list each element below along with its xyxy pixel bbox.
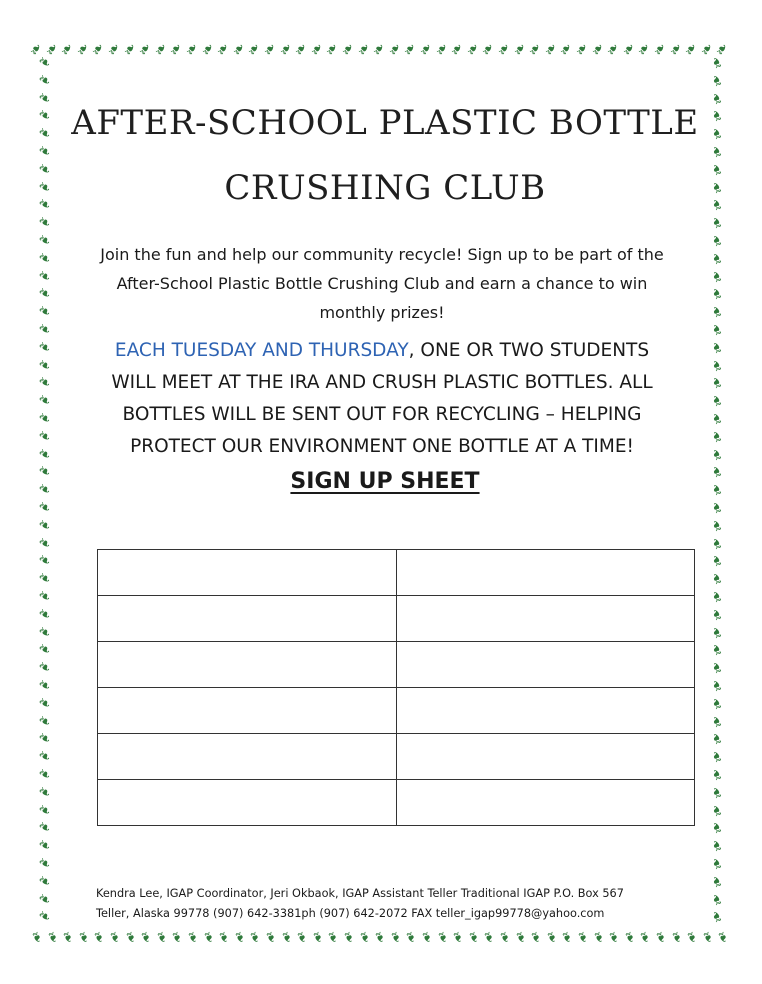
vine-leaf-icon: ❧ bbox=[336, 39, 359, 60]
vine-leaf-icon: ❧ bbox=[571, 927, 594, 948]
vine-leaf-icon: ❧ bbox=[34, 122, 55, 145]
vine-leaf-icon: ❧ bbox=[25, 927, 48, 948]
vine-leaf-icon: ❧ bbox=[705, 177, 728, 198]
vine-leaf-icon: ❧ bbox=[337, 927, 360, 948]
vine-leaf-icon: ❧ bbox=[24, 39, 47, 60]
vine-leaf-icon: ❧ bbox=[34, 104, 55, 127]
vine-leaf-icon: ❧ bbox=[87, 39, 110, 60]
vine-leaf-icon: ❧ bbox=[705, 479, 728, 500]
announcement-paragraph bbox=[92, 335, 672, 463]
vine-leaf-icon: ❧ bbox=[227, 39, 250, 60]
vine-leaf-icon: ❧ bbox=[244, 927, 267, 948]
vine-leaf-icon: ❧ bbox=[34, 282, 55, 305]
vine-leaf-icon: ❧ bbox=[34, 246, 55, 269]
vine-leaf-icon: ❧ bbox=[524, 927, 547, 948]
vine-leaf-icon: ❧ bbox=[587, 927, 610, 948]
vine-leaf-icon: ❧ bbox=[695, 39, 718, 60]
vine-leaf-icon: ❧ bbox=[633, 39, 656, 60]
vine-leaf-icon: ❧ bbox=[34, 318, 55, 341]
vine-leaf-icon: ❧ bbox=[88, 927, 111, 948]
signup-cell-right[interactable] bbox=[396, 642, 695, 688]
signup-cell-right[interactable] bbox=[396, 596, 695, 642]
vine-leaf-icon: ❧ bbox=[705, 462, 728, 483]
vine-leaf-icon: ❧ bbox=[446, 39, 468, 60]
vine-leaf-icon: ❧ bbox=[705, 782, 728, 803]
vine-leaf-icon: ❧ bbox=[56, 39, 78, 60]
vine-leaf-icon: ❧ bbox=[705, 551, 728, 572]
vine-leaf-icon: ❧ bbox=[34, 300, 55, 323]
vine-leaf-icon: ❧ bbox=[570, 39, 593, 60]
vine-leaf-icon: ❧ bbox=[705, 195, 728, 216]
vine-leaf-icon: ❧ bbox=[705, 426, 728, 447]
signup-row bbox=[98, 734, 695, 780]
vine-leaf-icon: ❧ bbox=[34, 798, 55, 821]
signup-row bbox=[98, 550, 695, 596]
vine-leaf-icon: ❧ bbox=[71, 39, 94, 60]
vine-leaf-icon: ❧ bbox=[705, 266, 728, 287]
vine-leaf-icon: ❧ bbox=[705, 586, 728, 607]
vine-leaf-icon: ❧ bbox=[705, 907, 728, 928]
vine-leaf-icon: ❧ bbox=[34, 834, 55, 857]
vine-leaf-icon: ❧ bbox=[149, 39, 172, 60]
vine-leaf-icon: ❧ bbox=[275, 927, 298, 948]
vine-leaf-icon: ❧ bbox=[34, 460, 55, 483]
vine-leaf-icon: ❧ bbox=[705, 515, 728, 536]
vine-leaf-icon: ❧ bbox=[664, 39, 687, 60]
vine-leaf-icon: ❧ bbox=[34, 264, 55, 287]
vine-leaf-icon: ❧ bbox=[352, 39, 375, 60]
vine-leaf-icon: ❧ bbox=[102, 39, 125, 60]
vine-leaf-icon: ❧ bbox=[618, 927, 641, 948]
vine-leaf-icon: ❧ bbox=[478, 927, 501, 948]
signup-cell-left[interactable] bbox=[98, 688, 397, 734]
vine-leaf-icon: ❧ bbox=[72, 927, 95, 948]
vine-leaf-icon: ❧ bbox=[696, 927, 719, 948]
vine-leaf-icon: ❧ bbox=[539, 39, 562, 60]
vine-leaf-icon: ❧ bbox=[508, 39, 531, 60]
vine-leaf-icon: ❧ bbox=[705, 355, 728, 376]
vine-leaf-icon: ❧ bbox=[617, 39, 640, 60]
vine-leaf-icon: ❧ bbox=[414, 39, 437, 60]
vine-leaf-icon: ❧ bbox=[34, 585, 55, 608]
vine-leaf-icon: ❧ bbox=[705, 711, 728, 732]
vine-leaf-icon: ❧ bbox=[602, 927, 625, 948]
vine-leaf-icon: ❧ bbox=[34, 193, 55, 216]
vine-leaf-icon: ❧ bbox=[119, 927, 142, 948]
vine-leaf-icon: ❧ bbox=[665, 927, 688, 948]
vine-leaf-icon: ❧ bbox=[34, 763, 55, 786]
vine-leaf-icon: ❧ bbox=[524, 39, 546, 60]
signup-cell-right[interactable] bbox=[396, 734, 695, 780]
vine-leaf-icon: ❧ bbox=[705, 248, 728, 269]
vine-leaf-icon: ❧ bbox=[705, 800, 728, 821]
vine-leaf-icon: ❧ bbox=[705, 657, 728, 678]
vine-leaf-icon: ❧ bbox=[34, 887, 55, 910]
vine-leaf-icon: ❧ bbox=[705, 729, 728, 750]
vine-leaf-icon: ❧ bbox=[306, 927, 329, 948]
signup-cell-left[interactable] bbox=[98, 780, 397, 826]
vine-leaf-icon: ❧ bbox=[705, 52, 728, 73]
vine-leaf-icon: ❧ bbox=[400, 927, 423, 948]
announcement-highlight: EACH TUESDAY AND THURSDAY bbox=[114, 340, 409, 361]
vine-leaf-icon: ❧ bbox=[705, 853, 728, 874]
vine-leaf-icon: ❧ bbox=[431, 927, 454, 948]
vine-leaf-icon: ❧ bbox=[705, 106, 728, 127]
vine-leaf-icon: ❧ bbox=[181, 927, 204, 948]
vine-leaf-icon: ❧ bbox=[34, 229, 55, 252]
vine-leaf-icon: ❧ bbox=[705, 70, 728, 91]
vine-leaf-icon: ❧ bbox=[34, 674, 55, 697]
vine-leaf-icon: ❧ bbox=[196, 39, 219, 60]
vine-leaf-icon: ❧ bbox=[353, 927, 376, 948]
signup-heading-text: SIGN UP SHEET bbox=[290, 469, 480, 494]
vine-leaf-icon: ❧ bbox=[34, 211, 55, 234]
vine-border-right bbox=[705, 52, 730, 935]
vine-leaf-icon: ❧ bbox=[705, 319, 728, 340]
vine-leaf-icon: ❧ bbox=[321, 39, 344, 60]
vine-leaf-icon: ❧ bbox=[705, 373, 728, 394]
vine-leaf-icon: ❧ bbox=[446, 927, 469, 948]
vine-leaf-icon: ❧ bbox=[34, 442, 55, 465]
vine-leaf-icon: ❧ bbox=[368, 39, 390, 60]
vine-leaf-icon: ❧ bbox=[540, 927, 563, 948]
vine-leaf-icon: ❧ bbox=[34, 780, 55, 803]
vine-leaf-icon: ❧ bbox=[34, 478, 55, 501]
vine-leaf-icon: ❧ bbox=[384, 927, 407, 948]
vine-leaf-icon: ❧ bbox=[34, 620, 55, 643]
vine-leaf-icon: ❧ bbox=[150, 927, 173, 948]
vine-leaf-icon: ❧ bbox=[34, 691, 55, 714]
vine-leaf-icon: ❧ bbox=[649, 927, 672, 948]
vine-leaf-icon: ❧ bbox=[705, 444, 728, 465]
contact-footer bbox=[96, 884, 696, 924]
vine-leaf-icon: ❧ bbox=[705, 604, 728, 625]
vine-leaf-icon: ❧ bbox=[705, 533, 728, 554]
footer-line-2: Teller, Alaska 99778 (907) 642-3381ph (907) 642-2072 FAX teller_igap99778@yahoo.com bbox=[96, 907, 605, 920]
vine-leaf-icon: ❧ bbox=[705, 497, 728, 518]
vine-leaf-icon: ❧ bbox=[41, 927, 64, 948]
vine-leaf-icon: ❧ bbox=[34, 140, 55, 163]
vine-leaf-icon: ❧ bbox=[705, 693, 728, 714]
vine-leaf-icon: ❧ bbox=[34, 816, 55, 839]
vine-leaf-icon: ❧ bbox=[705, 835, 728, 856]
vine-leaf-icon: ❧ bbox=[259, 927, 282, 948]
vine-leaf-icon: ❧ bbox=[705, 871, 728, 892]
vine-leaf-icon: ❧ bbox=[368, 927, 391, 948]
signup-cell-left[interactable] bbox=[98, 642, 397, 688]
vine-leaf-icon: ❧ bbox=[228, 927, 251, 948]
vine-leaf-icon: ❧ bbox=[290, 927, 313, 948]
signup-heading bbox=[200, 469, 570, 494]
vine-leaf-icon: ❧ bbox=[34, 905, 55, 928]
signup-cell-left[interactable] bbox=[98, 596, 397, 642]
vine-leaf-icon: ❧ bbox=[34, 335, 55, 358]
vine-leaf-icon: ❧ bbox=[305, 39, 328, 60]
vine-leaf-icon: ❧ bbox=[705, 764, 728, 785]
vine-leaf-icon: ❧ bbox=[705, 746, 728, 767]
vine-leaf-icon: ❧ bbox=[34, 496, 55, 519]
vine-leaf-icon: ❧ bbox=[34, 852, 55, 875]
vine-leaf-icon: ❧ bbox=[34, 602, 55, 625]
vine-leaf-icon: ❧ bbox=[212, 927, 235, 948]
vine-border-left bbox=[34, 51, 57, 935]
vine-leaf-icon: ❧ bbox=[705, 301, 728, 322]
signup-cell-right[interactable] bbox=[396, 688, 695, 734]
vine-leaf-icon: ❧ bbox=[712, 927, 735, 948]
vine-leaf-icon: ❧ bbox=[705, 675, 728, 696]
vine-leaf-icon: ❧ bbox=[493, 927, 516, 948]
vine-leaf-icon: ❧ bbox=[34, 513, 55, 536]
vine-leaf-icon: ❧ bbox=[134, 927, 157, 948]
vine-leaf-icon: ❧ bbox=[34, 353, 55, 376]
signup-cell-right[interactable] bbox=[396, 780, 695, 826]
page-title-line-2: CRUSHING CLUB bbox=[224, 168, 546, 208]
vine-leaf-icon: ❧ bbox=[430, 39, 453, 60]
vine-leaf-icon: ❧ bbox=[648, 39, 671, 60]
vine-leaf-icon: ❧ bbox=[34, 567, 55, 590]
vine-leaf-icon: ❧ bbox=[197, 927, 220, 948]
vine-leaf-icon: ❧ bbox=[705, 622, 728, 643]
vine-leaf-icon: ❧ bbox=[166, 927, 189, 948]
vine-leaf-icon: ❧ bbox=[705, 818, 728, 839]
vine-leaf-icon: ❧ bbox=[180, 39, 203, 60]
vine-leaf-icon: ❧ bbox=[212, 39, 234, 60]
vine-leaf-icon: ❧ bbox=[509, 927, 532, 948]
vine-leaf-icon: ❧ bbox=[34, 51, 55, 74]
vine-leaf-icon: ❧ bbox=[322, 927, 345, 948]
vine-border-bottom bbox=[25, 927, 735, 950]
vine-leaf-icon: ❧ bbox=[56, 927, 79, 948]
signup-cell-left[interactable] bbox=[98, 734, 397, 780]
vine-leaf-icon: ❧ bbox=[40, 39, 63, 60]
vine-leaf-icon: ❧ bbox=[258, 39, 281, 60]
vine-leaf-icon: ❧ bbox=[705, 88, 728, 109]
vine-leaf-icon: ❧ bbox=[705, 284, 728, 305]
vine-leaf-icon: ❧ bbox=[103, 927, 126, 948]
vine-leaf-icon: ❧ bbox=[34, 727, 55, 750]
signup-table bbox=[97, 549, 695, 826]
vine-leaf-icon: ❧ bbox=[34, 175, 55, 198]
signup-row bbox=[98, 642, 695, 688]
vine-leaf-icon: ❧ bbox=[705, 141, 728, 162]
vine-leaf-icon: ❧ bbox=[34, 389, 55, 412]
vine-leaf-icon: ❧ bbox=[34, 709, 55, 732]
vine-leaf-icon: ❧ bbox=[34, 424, 55, 447]
vine-leaf-icon: ❧ bbox=[705, 212, 728, 233]
announcement-text: , ONE OR TWO STUDENTS WILL MEET AT THE IRA AND CRUSH PLASTIC BOTTLES. ALL BOTTLES WILL BE SENT OUT FOR RECYCLING – HELPING PROTECT OUR ENVIRONMENT ONE BOTTLE AT A TIME! bbox=[111, 340, 653, 457]
vine-leaf-icon: ❧ bbox=[680, 927, 703, 948]
signup-cell-left[interactable] bbox=[98, 550, 397, 596]
vine-leaf-icon: ❧ bbox=[705, 123, 728, 144]
vine-leaf-icon: ❧ bbox=[34, 638, 55, 661]
vine-leaf-icon: ❧ bbox=[705, 230, 728, 251]
vine-leaf-icon: ❧ bbox=[586, 39, 609, 60]
vine-leaf-icon: ❧ bbox=[556, 927, 579, 948]
vine-leaf-icon: ❧ bbox=[34, 656, 55, 679]
vine-leaf-icon: ❧ bbox=[555, 39, 578, 60]
vine-leaf-icon: ❧ bbox=[165, 39, 188, 60]
signup-row bbox=[98, 688, 695, 734]
footer-line-1: Kendra Lee, IGAP Coordinator, Jeri Okbaok, IGAP Assistant Teller Traditional IGAP P.O. Box 567 bbox=[96, 887, 624, 900]
vine-leaf-icon: ❧ bbox=[243, 39, 266, 60]
vine-leaf-icon: ❧ bbox=[477, 39, 500, 60]
vine-leaf-icon: ❧ bbox=[492, 39, 515, 60]
vine-leaf-icon: ❧ bbox=[711, 39, 734, 60]
vine-leaf-icon: ❧ bbox=[705, 337, 728, 358]
vine-leaf-icon: ❧ bbox=[705, 568, 728, 589]
vine-leaf-icon: ❧ bbox=[602, 39, 624, 60]
vine-leaf-icon: ❧ bbox=[705, 390, 728, 411]
vine-leaf-icon: ❧ bbox=[34, 745, 55, 768]
vine-leaf-icon: ❧ bbox=[134, 39, 156, 60]
vine-leaf-icon: ❧ bbox=[680, 39, 702, 60]
vine-leaf-icon: ❧ bbox=[383, 39, 406, 60]
signup-row bbox=[98, 780, 695, 826]
vine-leaf-icon: ❧ bbox=[34, 68, 55, 91]
vine-leaf-icon: ❧ bbox=[34, 531, 55, 554]
vine-leaf-icon: ❧ bbox=[34, 157, 55, 180]
vine-leaf-icon: ❧ bbox=[705, 159, 728, 180]
vine-leaf-icon: ❧ bbox=[705, 408, 728, 429]
vine-leaf-icon: ❧ bbox=[705, 640, 728, 661]
vine-leaf-icon: ❧ bbox=[34, 86, 55, 109]
vine-leaf-icon: ❧ bbox=[34, 869, 55, 892]
vine-leaf-icon: ❧ bbox=[34, 549, 55, 572]
vine-leaf-icon: ❧ bbox=[34, 407, 55, 430]
signup-row bbox=[98, 596, 695, 642]
intro-paragraph: Join the fun and help our community recycle! Sign up to be part of the After-School Plastic Bottle Crushing Club and earn a chance to win monthly prizes! bbox=[100, 245, 664, 322]
vine-leaf-icon: ❧ bbox=[274, 39, 297, 60]
vine-leaf-icon: ❧ bbox=[290, 39, 312, 60]
page-title-line-1: AFTER-SCHOOL PLASTIC BOTTLE bbox=[71, 103, 699, 143]
vine-leaf-icon: ❧ bbox=[118, 39, 141, 60]
vine-leaf-icon: ❧ bbox=[462, 927, 485, 948]
vine-border-top bbox=[24, 39, 735, 60]
vine-leaf-icon: ❧ bbox=[461, 39, 484, 60]
vine-leaf-icon: ❧ bbox=[415, 927, 438, 948]
vine-leaf-icon: ❧ bbox=[634, 927, 657, 948]
vine-leaf-icon: ❧ bbox=[34, 371, 55, 394]
vine-leaf-icon: ❧ bbox=[399, 39, 422, 60]
vine-leaf-icon: ❧ bbox=[705, 889, 728, 910]
signup-cell-right[interactable] bbox=[396, 550, 695, 596]
